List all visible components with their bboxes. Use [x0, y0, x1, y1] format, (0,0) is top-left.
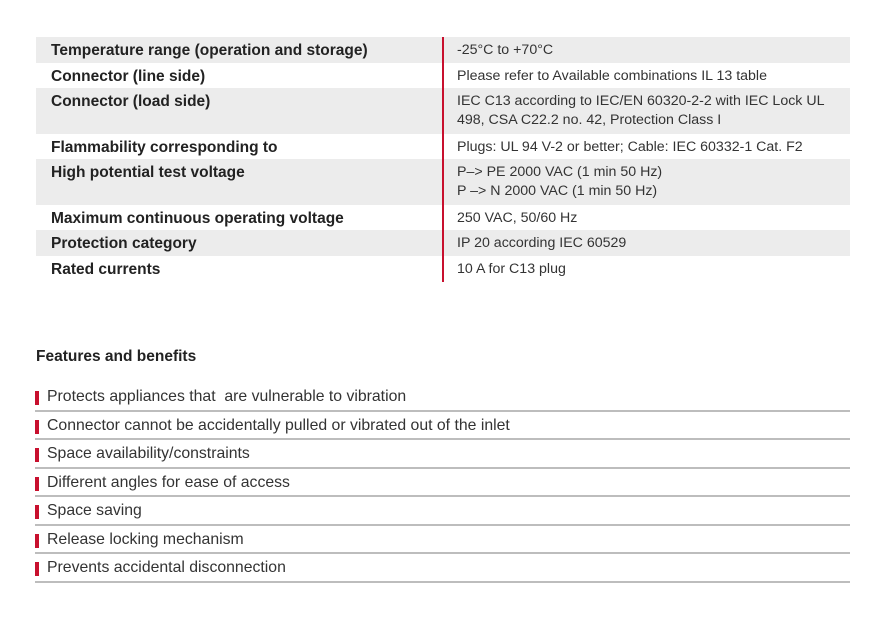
feature-item	[35, 413, 850, 441]
specifications-table	[36, 37, 850, 282]
features-list	[35, 384, 850, 584]
spec-label: Temperature range (operation and storage)	[51, 42, 368, 59]
bullet-bar-icon	[35, 534, 39, 548]
feature-text: Protects appliances that are vulnerable to vibration	[47, 388, 407, 405]
feature-text: Different angles for ease of access	[47, 473, 290, 491]
spec-value: Please refer to Available combinations IL 13 table	[457, 68, 767, 84]
spec-value-line: 498, CSA C22.2 no. 42, Protection Class I	[457, 112, 722, 128]
feature-text: Space saving	[47, 502, 142, 519]
spec-label: High potential test voltage	[51, 164, 245, 181]
spec-label: Connector (line side)	[51, 68, 206, 85]
spec-row-connector-load	[36, 88, 850, 134]
spec-value: 250 VAC, 50/60 Hz	[457, 210, 578, 226]
feature-item	[35, 555, 850, 583]
bullet-bar-icon	[35, 391, 39, 405]
spec-value: IP 20 according IEC 60529	[457, 235, 627, 251]
bullet-bar-icon	[35, 562, 39, 576]
bullet-bar-icon	[35, 448, 39, 462]
feature-text: Release locking mechanism	[47, 530, 244, 548]
spec-row-flammability	[36, 134, 850, 159]
spec-value	[444, 159, 850, 205]
feature-text: Connector cannot be accidentally pulled or vibrated out of the inlet	[47, 416, 510, 434]
spec-value: 10 A for C13 plug	[457, 261, 566, 277]
bullet-bar-icon	[35, 505, 39, 519]
spec-value-line: IEC C13 according to IEC/EN 60320-2-2 with IEC Lock UL	[457, 93, 825, 109]
spec-value: -25°C to +70°C	[457, 42, 554, 58]
bullet-bar-icon	[35, 477, 39, 491]
spec-label: Protection category	[51, 235, 197, 252]
bullet-bar-icon	[35, 420, 39, 434]
spec-label: Connector (load side)	[51, 93, 211, 110]
spec-row-protection-category	[36, 230, 850, 256]
spec-row-max-voltage	[36, 205, 850, 230]
spec-row-temperature	[36, 37, 850, 63]
features-title: Features and benefits	[36, 348, 197, 365]
spec-label: Flammability corresponding to	[51, 139, 278, 156]
spec-label: Maximum continuous operating voltage	[51, 210, 344, 227]
feature-item	[35, 527, 850, 555]
spec-row-rated-currents	[36, 256, 850, 282]
spec-value-line: P–> PE 2000 VAC (1 min 50 Hz)	[457, 164, 663, 180]
feature-item	[35, 498, 850, 526]
spec-value-line: P –> N 2000 VAC (1 min 50 Hz)	[457, 183, 658, 199]
feature-text: Space availability/constraints	[47, 445, 250, 462]
feature-item	[35, 470, 850, 498]
spec-row-connector-line	[36, 63, 850, 88]
spec-row-high-potential	[36, 159, 850, 205]
feature-item	[35, 384, 850, 412]
spec-value: Plugs: UL 94 V-2 or better; Cable: IEC 60332-1 Cat. F2	[457, 139, 803, 155]
feature-item	[35, 441, 850, 469]
feature-text: Prevents accidental disconnection	[47, 559, 286, 576]
spec-value	[444, 88, 850, 134]
spec-label: Rated currents	[51, 261, 161, 278]
